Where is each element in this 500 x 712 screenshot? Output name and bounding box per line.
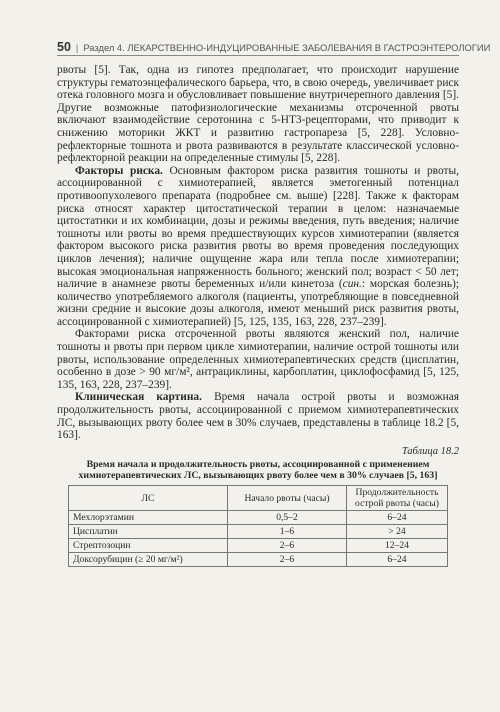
- cell-onset: 0,5–2: [228, 511, 347, 525]
- cell-drug: Цисплатин: [69, 525, 228, 539]
- header-separator: |: [75, 42, 79, 53]
- table-row: [69, 511, 448, 525]
- paragraph-clinical-picture: [57, 391, 459, 441]
- section-title: Раздел 4. ЛЕКАРСТВЕННО-ИНДУЦИРОВАННЫЕ ЗАБОЛЕВАНИЯ В ГАСТРОЭНТЕРОЛОГИИ: [83, 42, 491, 53]
- table-row: [69, 553, 448, 567]
- col-header-onset: Начало рвоты (часы): [228, 486, 347, 511]
- cell-duration: > 24: [347, 525, 448, 539]
- table-header-row: [69, 486, 448, 511]
- risk-factors-heading: Факторы риска.: [75, 164, 163, 177]
- header-rule: [57, 55, 459, 56]
- cell-drug: Мехлорэтамин: [69, 511, 228, 525]
- syn-abbrev: син.: [342, 278, 362, 291]
- table-row: [69, 525, 448, 539]
- risk-factors-text-2: : морская болезнь); количество употребляемого алкоголя (пациенты, употребляющие в повседневной жизни средние и высокие дозы алкоголя, имеют меньший риск развития рвоты, ассоциированной с химиотерапией) [5, 125, 135, 163, 228, 237–239].: [57, 278, 460, 328]
- table-title: Время начала и продолжительность рвоты, ассоциированной с применением химиотерапевтических ЛС, вызывающих рвоту более чем в 30% случаев [5, 163]: [78, 459, 438, 482]
- cell-drug: Стрептозоцин: [69, 539, 228, 553]
- paragraph-risk-factors: [57, 165, 459, 329]
- clinical-heading: Клиническая картина.: [75, 391, 202, 404]
- col-header-drug: ЛС: [69, 486, 228, 511]
- clinical-text: Время начала острой рвоты и возможная продолжительность рвоты, ассоциированной с приемом химиотерапевтических ЛС, вызывающих рвоту более чем в 30% случаев, представлены в таблице 18.2 [5, 163].: [57, 391, 459, 442]
- cell-duration: 12–24: [347, 539, 448, 553]
- col-header-duration: Продолжительность острой рвоты (часы): [347, 486, 448, 511]
- cell-drug: Доксорубицин (≥ 20 мг/м²): [69, 553, 228, 567]
- running-header: [57, 40, 491, 54]
- paragraph-delayed-risk: Факторами риска отсроченной рвоты являются женский пол, наличие тошноты и рвоты при первом цикле химиотерапии, наличие острой тошноты или рвоты, использование определенных химиотерапевтических средств (цисплатин, особенно в дозе > 90 мг/м², антрациклины, карбоплатин, циклофосфамид [5, 125, 135, 163, 228, 237–239].: [57, 328, 459, 391]
- cell-onset: 2–6: [228, 539, 347, 553]
- page-number: 50: [57, 40, 71, 54]
- cell-duration: 6–24: [347, 553, 448, 567]
- table-caption: Таблица 18.2: [401, 445, 459, 457]
- paragraph-mechanisms: рвоты [5]. Так, одна из гипотез предполагает, что происходит нарушение структуры гематоэнцефалического барьера, что, в свою очередь, увеличивает риск отека головного мозга и обусловливает повышение внутричерепного давления [5]. Другие возможные патофизиологические механизмы отсроченной рвоты включают взаимодействие серотонина с 5-НТ3-рецепторами, что приводит к снижению моторики ЖКТ и развитию гастропареза [5, 228]. Условно-рефлекторные тошнота и рвота развиваются в результате классической условно-рефлекторной реакции на определенные стимулы [5, 228].: [57, 64, 459, 165]
- table-row: [69, 539, 448, 553]
- vomiting-onset-table: [68, 485, 448, 567]
- cell-onset: 2–6: [228, 553, 347, 567]
- cell-duration: 6–24: [347, 511, 448, 525]
- page-body: [57, 64, 459, 567]
- risk-factors-text: Основным фактором риска развития тошноты и рвоты, ассоциированной с химиотерапией, является эметогенный потенциал противоопухолевого препарата (подробнее см. выше) [228]. Также к факторам риска относят характер цитостатической терапии в целом: назначаемые цитостатики и их комбинации, дозы и режимы введения, путь введения; наличие тошноты или рвоты во время предшествующих курсов химиотерапии (является фактором высокого риска развития рвоты во время проведения последующих циклов лечения); наличие ощущение жара или тепла после химиотерапии; высокая эмоциональная напряженность больного; женский пол; возраст < 50 лет; наличие в анамнезе рвоты беременных и/или кинетоза (: [57, 164, 459, 291]
- cell-onset: 1–6: [228, 525, 347, 539]
